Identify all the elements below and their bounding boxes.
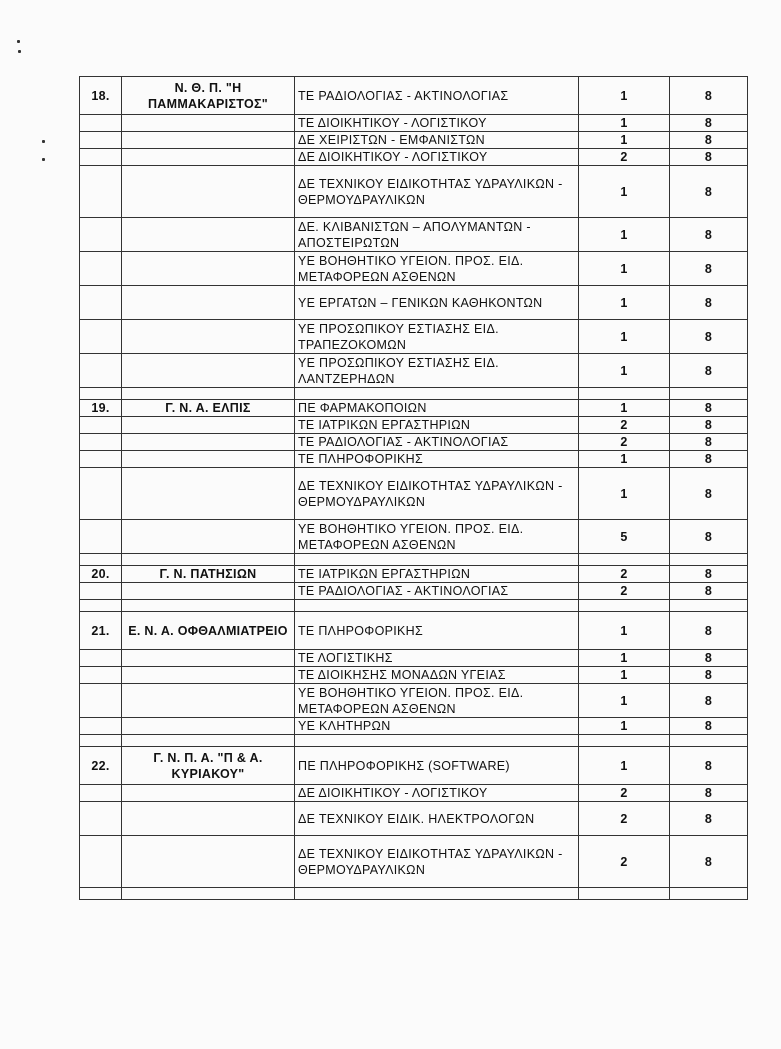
positions-count: 1 <box>579 354 670 388</box>
empty-cell <box>295 735 579 747</box>
duration-months: 8 <box>670 684 748 718</box>
empty-cell <box>80 735 122 747</box>
positions-count: 1 <box>579 612 670 650</box>
table-row <box>80 218 748 252</box>
empty-cell <box>670 554 748 566</box>
empty-cell <box>670 735 748 747</box>
duration-months: 8 <box>670 468 748 520</box>
hospital-name <box>122 166 295 218</box>
positions-count: 1 <box>579 218 670 252</box>
positions-count: 1 <box>579 747 670 785</box>
row-number <box>80 354 122 388</box>
spacer-row <box>80 888 748 900</box>
table-row <box>80 718 748 735</box>
row-number <box>80 320 122 354</box>
specialty: ΤΕ ΡΑΔΙΟΛΟΓΙΑΣ - ΑΚΤΙΝΟΛΟΓΙΑΣ <box>295 434 579 451</box>
hospital-name <box>122 667 295 684</box>
empty-cell <box>579 600 670 612</box>
specialty: ΔΕ ΤΕΧΝΙΚΟΥ ΕΙΔΙΚ. ΗΛΕΚΤΡΟΛΟΓΩΝ <box>295 802 579 836</box>
empty-cell <box>579 888 670 900</box>
positions-count: 2 <box>579 802 670 836</box>
row-number: 21. <box>80 612 122 650</box>
specialty: ΤΕ ΙΑΤΡΙΚΩΝ ΕΡΓΑΣΤΗΡΙΩΝ <box>295 417 579 434</box>
spacer-row <box>80 735 748 747</box>
row-number <box>80 802 122 836</box>
positions-count: 2 <box>579 149 670 166</box>
hospital-name <box>122 218 295 252</box>
specialty: ΠΕ ΠΛΗΡΟΦΟΡΙΚΗΣ (SOFTWARE) <box>295 747 579 785</box>
hospital-name <box>122 451 295 468</box>
specialty: ΔΕ ΔΙΟΙΚΗΤΙΚΟΥ - ΛΟΓΙΣΤΙΚΟΥ <box>295 785 579 802</box>
duration-months: 8 <box>670 218 748 252</box>
empty-cell <box>670 888 748 900</box>
positions-count: 1 <box>579 115 670 132</box>
hospital-name <box>122 149 295 166</box>
table-row <box>80 354 748 388</box>
hospital-name <box>122 684 295 718</box>
empty-cell <box>80 888 122 900</box>
duration-months: 8 <box>670 650 748 667</box>
empty-cell <box>122 600 295 612</box>
duration-months: 8 <box>670 612 748 650</box>
duration-months: 8 <box>670 836 748 888</box>
row-number <box>80 132 122 149</box>
specialty: ΥΕ ΒΟΗΘΗΤΙΚΟ ΥΓΕΙΟΝ. ΠΡΟΣ. ΕΙΔ. ΜΕΤΑΦΟΡΕΩΝ ΑΣΘΕΝΩΝ <box>295 252 579 286</box>
specialty: ΤΕ ΠΛΗΡΟΦΟΡΙΚΗΣ <box>295 451 579 468</box>
spacer-row <box>80 388 748 400</box>
duration-months: 8 <box>670 286 748 320</box>
spacer-row <box>80 600 748 612</box>
duration-months: 8 <box>670 520 748 554</box>
specialty: ΠΕ ΦΑΡΜΑΚΟΠΟΙΩΝ <box>295 400 579 417</box>
scan-speck <box>17 40 20 43</box>
table-row <box>80 252 748 286</box>
specialty: ΤΕ ΛΟΓΙΣΤΙΚΗΣ <box>295 650 579 667</box>
positions-count: 2 <box>579 583 670 600</box>
empty-cell <box>295 600 579 612</box>
positions-count: 1 <box>579 667 670 684</box>
specialty: ΥΕ ΒΟΗΘΗΤΙΚΟ ΥΓΕΙΟΝ. ΠΡΟΣ. ΕΙΔ. ΜΕΤΑΦΟΡΕΩΝ ΑΣΘΕΝΩΝ <box>295 684 579 718</box>
row-number <box>80 583 122 600</box>
table-row <box>80 836 748 888</box>
table-row <box>80 785 748 802</box>
staffing-table <box>79 76 748 900</box>
positions-count: 2 <box>579 434 670 451</box>
row-number <box>80 468 122 520</box>
hospital-name <box>122 252 295 286</box>
hospital-name: Ν. Θ. Π. "Η ΠΑΜΜΑΚΑΡΙΣΤΟΣ" <box>122 77 295 115</box>
table-row <box>80 166 748 218</box>
duration-months: 8 <box>670 400 748 417</box>
scan-speck <box>18 50 21 53</box>
empty-cell <box>295 554 579 566</box>
empty-cell <box>80 388 122 400</box>
empty-cell <box>670 600 748 612</box>
specialty: ΤΕ ΔΙΟΙΚΗΤΙΚΟΥ - ΛΟΓΙΣΤΙΚΟΥ <box>295 115 579 132</box>
duration-months: 8 <box>670 747 748 785</box>
duration-months: 8 <box>670 132 748 149</box>
table-row <box>80 286 748 320</box>
empty-cell <box>122 735 295 747</box>
row-number <box>80 252 122 286</box>
table-row <box>80 747 748 785</box>
row-number <box>80 718 122 735</box>
hospital-name <box>122 417 295 434</box>
specialty: ΤΕ ΔΙΟΙΚΗΣΗΣ ΜΟΝΑΔΩΝ ΥΓΕΙΑΣ <box>295 667 579 684</box>
empty-cell <box>295 388 579 400</box>
specialty: ΔΕ. ΚΛΙΒΑΝΙΣΤΩΝ – ΑΠΟΛΥΜΑΝΤΩΝ - ΑΠΟΣΤΕΙΡΩΤΩΝ <box>295 218 579 252</box>
positions-count: 1 <box>579 132 670 149</box>
specialty: ΥΕ ΠΡΟΣΩΠΙΚΟΥ ΕΣΤΙΑΣΗΣ ΕΙΔ. ΤΡΑΠΕΖΟΚΟΜΩΝ <box>295 320 579 354</box>
positions-count: 1 <box>579 451 670 468</box>
table-row <box>80 802 748 836</box>
hospital-name <box>122 286 295 320</box>
table-row <box>80 667 748 684</box>
positions-count: 5 <box>579 520 670 554</box>
table-row <box>80 77 748 115</box>
duration-months: 8 <box>670 583 748 600</box>
row-number <box>80 520 122 554</box>
row-number <box>80 836 122 888</box>
duration-months: 8 <box>670 718 748 735</box>
hospital-name: Γ. Ν. ΠΑΤΗΣΙΩΝ <box>122 566 295 583</box>
row-number <box>80 785 122 802</box>
row-number <box>80 417 122 434</box>
hospital-name <box>122 718 295 735</box>
scan-speck <box>42 158 45 161</box>
positions-count: 2 <box>579 417 670 434</box>
duration-months: 8 <box>670 166 748 218</box>
specialty: ΔΕ ΧΕΙΡΙΣΤΩΝ - ΕΜΦΑΝΙΣΤΩΝ <box>295 132 579 149</box>
hospital-name <box>122 583 295 600</box>
empty-cell <box>579 554 670 566</box>
row-number <box>80 218 122 252</box>
table-row <box>80 566 748 583</box>
hospital-name <box>122 320 295 354</box>
row-number <box>80 286 122 320</box>
hospital-name: Γ. Ν. Π. Α. "Π & Α. ΚΥΡΙΑΚΟΥ" <box>122 747 295 785</box>
positions-count: 2 <box>579 836 670 888</box>
positions-count: 1 <box>579 684 670 718</box>
table-row <box>80 400 748 417</box>
positions-count: 1 <box>579 286 670 320</box>
duration-months: 8 <box>670 77 748 115</box>
row-number <box>80 667 122 684</box>
specialty: ΥΕ ΕΡΓΑΤΩΝ – ΓΕΝΙΚΩΝ ΚΑΘΗΚΟΝΤΩΝ <box>295 286 579 320</box>
positions-count: 1 <box>579 650 670 667</box>
empty-cell <box>579 735 670 747</box>
positions-count: 1 <box>579 718 670 735</box>
duration-months: 8 <box>670 149 748 166</box>
row-number: 18. <box>80 77 122 115</box>
row-number: 22. <box>80 747 122 785</box>
scan-speck <box>42 140 45 143</box>
table-row <box>80 468 748 520</box>
hospital-name <box>122 650 295 667</box>
hospital-name <box>122 354 295 388</box>
table-row <box>80 612 748 650</box>
empty-cell <box>122 554 295 566</box>
specialty: ΥΕ ΠΡΟΣΩΠΙΚΟΥ ΕΣΤΙΑΣΗΣ ΕΙΔ. ΛΑΝΤΖΕΡΗΔΩΝ <box>295 354 579 388</box>
duration-months: 8 <box>670 785 748 802</box>
empty-cell <box>122 388 295 400</box>
duration-months: 8 <box>670 354 748 388</box>
empty-cell <box>295 888 579 900</box>
table-row <box>80 320 748 354</box>
positions-count: 1 <box>579 320 670 354</box>
hospital-name <box>122 802 295 836</box>
spacer-row <box>80 554 748 566</box>
specialty: ΔΕ ΤΕΧΝΙΚΟΥ ΕΙΔΙΚΟΤΗΤΑΣ ΥΔΡΑΥΛΙΚΩΝ - ΘΕΡΜΟΥΔΡΑΥΛΙΚΩΝ <box>295 468 579 520</box>
table-row <box>80 520 748 554</box>
specialty: ΤΕ ΙΑΤΡΙΚΩΝ ΕΡΓΑΣΤΗΡΙΩΝ <box>295 566 579 583</box>
row-number <box>80 166 122 218</box>
table-row <box>80 684 748 718</box>
specialty: ΔΕ ΤΕΧΝΙΚΟΥ ΕΙΔΙΚΟΤΗΤΑΣ ΥΔΡΑΥΛΙΚΩΝ - ΘΕΡΜΟΥΔΡΑΥΛΙΚΩΝ <box>295 836 579 888</box>
row-number: 19. <box>80 400 122 417</box>
row-number <box>80 149 122 166</box>
row-number: 20. <box>80 566 122 583</box>
empty-cell <box>579 388 670 400</box>
empty-cell <box>122 888 295 900</box>
duration-months: 8 <box>670 667 748 684</box>
duration-months: 8 <box>670 434 748 451</box>
duration-months: 8 <box>670 802 748 836</box>
specialty: ΤΕ ΡΑΔΙΟΛΟΓΙΑΣ - ΑΚΤΙΝΟΛΟΓΙΑΣ <box>295 583 579 600</box>
specialty: ΔΕ ΔΙΟΙΚΗΤΙΚΟΥ - ΛΟΓΙΣΤΙΚΟΥ <box>295 149 579 166</box>
hospital-name <box>122 468 295 520</box>
duration-months: 8 <box>670 451 748 468</box>
positions-count: 1 <box>579 77 670 115</box>
hospital-name <box>122 132 295 149</box>
specialty: ΤΕ ΡΑΔΙΟΛΟΓΙΑΣ - ΑΚΤΙΝΟΛΟΓΙΑΣ <box>295 77 579 115</box>
row-number <box>80 650 122 667</box>
positions-count: 1 <box>579 166 670 218</box>
positions-count: 1 <box>579 468 670 520</box>
hospital-name: Ε. Ν. Α. ΟΦΘΑΛΜΙΑΤΡΕΙΟ <box>122 612 295 650</box>
specialty: ΥΕ ΒΟΗΘΗΤΙΚΟ ΥΓΕΙΟΝ. ΠΡΟΣ. ΕΙΔ. ΜΕΤΑΦΟΡΕΩΝ ΑΣΘΕΝΩΝ <box>295 520 579 554</box>
row-number <box>80 684 122 718</box>
duration-months: 8 <box>670 566 748 583</box>
empty-cell <box>670 388 748 400</box>
positions-count: 2 <box>579 785 670 802</box>
hospital-name <box>122 115 295 132</box>
table-row <box>80 149 748 166</box>
empty-cell <box>80 600 122 612</box>
table-row <box>80 650 748 667</box>
table-row <box>80 583 748 600</box>
hospital-name <box>122 836 295 888</box>
row-number <box>80 451 122 468</box>
table-row <box>80 434 748 451</box>
empty-cell <box>80 554 122 566</box>
row-number <box>80 434 122 451</box>
row-number <box>80 115 122 132</box>
table-body <box>80 77 748 900</box>
positions-count: 2 <box>579 566 670 583</box>
duration-months: 8 <box>670 252 748 286</box>
positions-count: 1 <box>579 400 670 417</box>
hospital-name <box>122 434 295 451</box>
table-row <box>80 417 748 434</box>
hospital-name: Γ. Ν. Α. ΕΛΠΙΣ <box>122 400 295 417</box>
specialty: ΔΕ ΤΕΧΝΙΚΟΥ ΕΙΔΙΚΟΤΗΤΑΣ ΥΔΡΑΥΛΙΚΩΝ - ΘΕΡΜΟΥΔΡΑΥΛΙΚΩΝ <box>295 166 579 218</box>
hospital-name <box>122 520 295 554</box>
specialty: ΥΕ ΚΛΗΤΗΡΩΝ <box>295 718 579 735</box>
duration-months: 8 <box>670 417 748 434</box>
duration-months: 8 <box>670 320 748 354</box>
table-row <box>80 115 748 132</box>
table-row <box>80 451 748 468</box>
positions-count: 1 <box>579 252 670 286</box>
duration-months: 8 <box>670 115 748 132</box>
hospital-name <box>122 785 295 802</box>
specialty: ΤΕ ΠΛΗΡΟΦΟΡΙΚΗΣ <box>295 612 579 650</box>
table-row <box>80 132 748 149</box>
